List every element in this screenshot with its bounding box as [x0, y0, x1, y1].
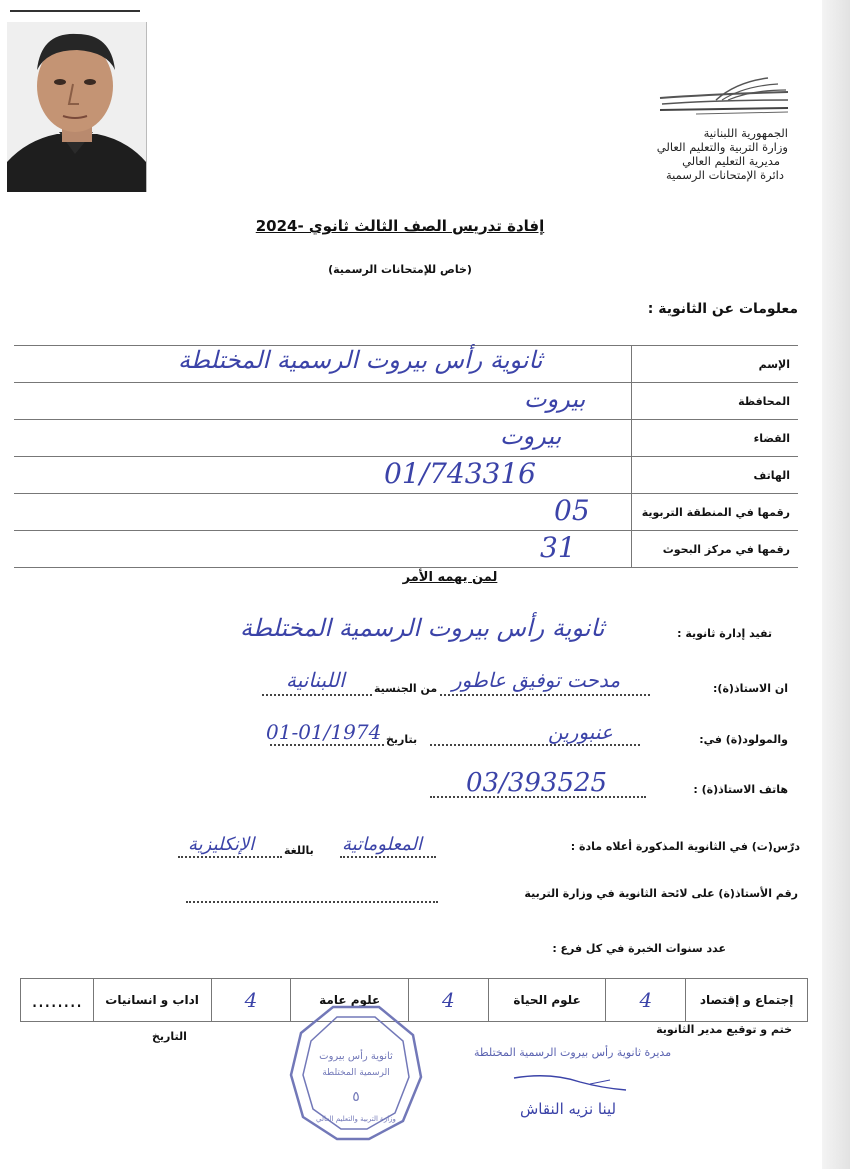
stamp-line-2: الرسمية المختلطة	[322, 1068, 390, 1078]
district-value: بيروت	[500, 422, 562, 450]
top-rule	[10, 10, 140, 12]
header-line-ministry: وزارة التربية والتعليم العالي	[656, 140, 788, 154]
school-name-label: الإسم	[632, 346, 799, 383]
nationality-dots	[262, 694, 372, 696]
governorate-label: المحافظة	[632, 383, 799, 420]
life-science-years: 4	[408, 979, 488, 1022]
research-center-value: 31	[540, 531, 576, 564]
sociology-economics-branch: إجتماع و إقتصاد	[686, 979, 808, 1022]
subject-dots	[340, 856, 436, 858]
born-dots	[430, 744, 640, 746]
date-footer-label: التاريخ	[152, 1030, 187, 1043]
school-phone-value: 01/743316	[384, 457, 536, 490]
phone-label: هاتف الاستاذ(ة) :	[693, 783, 788, 796]
birth-date-value: 01-01/1974	[266, 720, 382, 744]
years-heading: عدد سنوات الخبرة في كل فرع :	[552, 942, 726, 955]
date-dots	[270, 744, 384, 746]
school-name-value: ثانوية رأس بيروت الرسمية المختلطة	[178, 346, 543, 374]
header-line-directorate: مديرية التعليم العالي	[682, 154, 780, 168]
date-label: بتاريخ	[386, 733, 418, 746]
to-whom-heading: لمن يهمه الأمر	[402, 570, 498, 585]
registry-label: رقم الأستاذ(ة) على لائحة الثانوية في وزارة التربية	[524, 887, 798, 900]
educational-zone-label: رقمها في المنطقة التربوية	[632, 494, 799, 531]
teacher-dots	[440, 694, 650, 696]
nationality-label: من الجنسية	[374, 682, 438, 695]
nationality-value: اللبنانية	[286, 668, 345, 692]
stamp-number: ٥	[352, 1089, 360, 1105]
research-center-row	[14, 531, 798, 568]
header-line-republic: الجمهورية اللبنانية	[703, 126, 788, 140]
director-sign-label: ختم و توقيع مدير الثانوية	[656, 1023, 792, 1036]
director-name: لينا نزيه النقاش	[520, 1100, 617, 1118]
language-label: باللغة	[284, 844, 314, 857]
sociology-economics-years: 4	[606, 979, 686, 1022]
header-line-exams-dept: دائرة الإمتحانات الرسمية	[665, 168, 784, 182]
ministry-book-logo-icon	[656, 74, 792, 120]
school-info-table	[14, 345, 798, 568]
page-subtitle: (خاص للإمتحانات الرسمية)	[328, 263, 472, 276]
school-phone-label: الهاتف	[632, 457, 799, 494]
school-phone-row	[14, 457, 798, 494]
taught-label: درّس(ت) في الثانوية المذكورة أعلاه مادة :	[570, 840, 800, 853]
declaration-school-value: ثانوية رأس بيروت الرسمية المختلطة	[240, 614, 605, 642]
life-science-branch: علوم الحياة	[488, 979, 606, 1022]
humanities-years: ........	[21, 979, 94, 1022]
registry-dots	[186, 901, 438, 903]
official-stamp-icon	[289, 1005, 423, 1141]
school-info-heading: معلومات عن الثانوية :	[647, 301, 798, 317]
research-center-label: رقمها في مركز البحوث	[632, 531, 799, 568]
teacher-photo	[7, 22, 147, 192]
page-title: إفادة تدريس الصف الثالث ثانوي -2024	[255, 217, 545, 235]
born-place-value: عنبورين	[548, 720, 613, 744]
subject-value: المعلوماتية	[342, 834, 423, 855]
governorate-row	[14, 383, 798, 420]
district-label: القضاء	[632, 420, 799, 457]
signature-scribble-icon	[510, 1068, 630, 1098]
general-science-years: 4	[211, 979, 291, 1022]
district-row	[14, 420, 798, 457]
teacher-name-value: مدحت توفيق عاطور	[452, 668, 621, 692]
school-name-row	[14, 346, 798, 383]
teacher-phone-value: 03/393525	[466, 768, 608, 798]
teacher-label: ان الاستاذ(ة):	[713, 682, 788, 695]
school-label: تفيد إدارة ثانوية :	[677, 627, 772, 640]
general-science-branch: علوم عامة	[291, 979, 409, 1022]
stamp-ring: وزارة التربية والتعليم العالي	[316, 1115, 396, 1123]
born-label: والمولود(ة) في:	[699, 733, 788, 746]
humanities-branch: اداب و انسانيات	[93, 979, 211, 1022]
director-signature-block	[470, 1040, 710, 1130]
signature-title: مديرة ثانوية رأس بيروت الرسمية المختلطة	[474, 1046, 672, 1059]
governorate-value: بيروت	[524, 385, 586, 413]
educational-zone-row	[14, 494, 798, 531]
language-value: الإنكليزية	[188, 834, 255, 855]
language-dots	[178, 856, 282, 858]
educational-zone-value: 05	[554, 494, 590, 527]
stamp-line-1: ثانوية رأس بيروت	[319, 1051, 393, 1062]
